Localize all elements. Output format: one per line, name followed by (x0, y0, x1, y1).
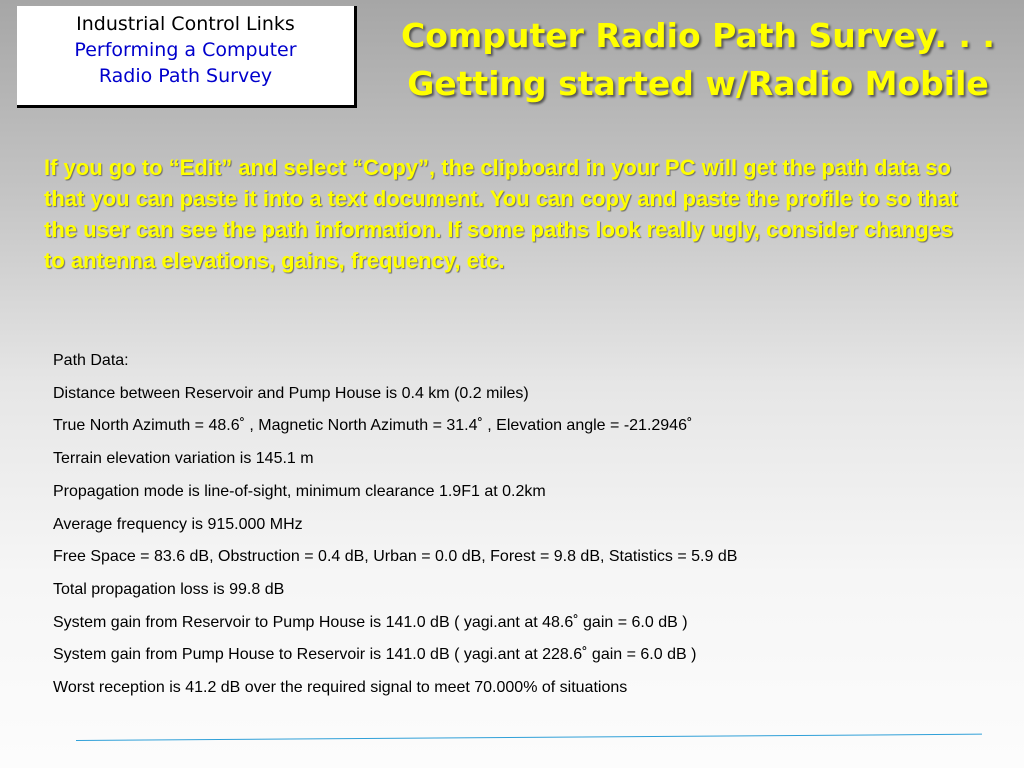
logo-subtitle-line2: Radio Path Survey (98, 65, 273, 87)
slide-title (378, 12, 1018, 108)
logo-subtitle-line1: Performing a Computer (74, 39, 297, 61)
path-data-line: Worst reception is 41.2 dB over the required signal to meet 70.000% of situations (53, 679, 628, 697)
path-data-heading: Path Data: (53, 352, 129, 369)
logo-box (17, 6, 357, 108)
path-data-line: Total propagation loss is 99.8 dB (53, 580, 285, 598)
footer-divider (76, 734, 982, 741)
path-data-line: System gain from Reservoir to Pump House is 141.0 dB ( yagi.ant at 48.6˚ gain = 6.0 dB ) (53, 613, 688, 631)
path-data-line: Propagation mode is line-of-sight, minimum clearance 1.9F1 at 0.2km (53, 482, 546, 500)
path-data-line: System gain from Pump House to Reservoir is 141.0 dB ( yagi.ant at 228.6˚ gain = 6.0 dB ) (53, 646, 697, 664)
logo-title: Industrial Control Links (76, 13, 295, 35)
intro-paragraph: If you go to “Edit” and select “Copy”, the clipboard in your PC will get the path data so that you can paste it into a text document. You can copy and paste the profile to so that the user can see the path information. If some paths look really ugly, consider changes to antenna elevations, gains, frequency, etc. (44, 155, 958, 273)
slide-title-line1: Computer Radio Path Survey. . . (401, 16, 995, 55)
slide-title-line2: Getting started w/Radio Mobile (407, 64, 989, 103)
path-data-line: Average frequency is 915.000 MHz (53, 515, 303, 533)
path-data-block (53, 345, 1003, 705)
path-data-line: True North Azimuth = 48.6˚ , Magnetic North Azimuth = 31.4˚ , Elevation angle = -21.2946˚ (53, 417, 693, 435)
path-data-line: Distance between Reservoir and Pump House is 0.4 km (0.2 miles) (53, 384, 529, 402)
path-data-line: Terrain elevation variation is 145.1 m (53, 450, 314, 468)
path-data-line: Free Space = 83.6 dB, Obstruction = 0.4 dB, Urban = 0.0 dB, Forest = 9.8 dB, Statistics = 5.9 dB (53, 548, 738, 566)
